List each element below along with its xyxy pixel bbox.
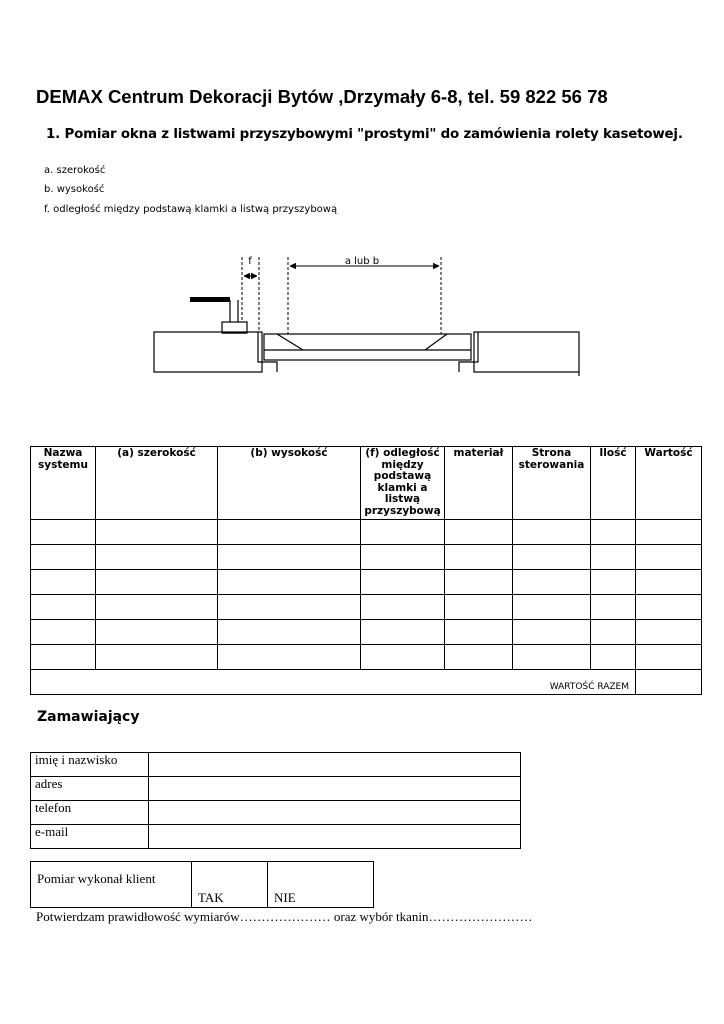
table-cell[interactable]: [218, 545, 361, 570]
table-cell[interactable]: [218, 595, 361, 620]
table-cell[interactable]: [31, 620, 96, 645]
measurement-label: Pomiar wykonał klient: [31, 862, 192, 908]
col-system-name: Nazwa systemu: [31, 447, 96, 520]
frame-left: [154, 332, 262, 372]
client-heading: Zamawiający: [37, 709, 140, 725]
table-header-row: [31, 447, 702, 520]
field-label-address: adres: [31, 777, 149, 801]
table-cell[interactable]: [96, 545, 218, 570]
col-handle-distance: (f) odległość między podstawą klamki a listwą przyszybową: [361, 447, 445, 520]
table-cell[interactable]: [96, 620, 218, 645]
order-table: [30, 446, 702, 695]
window-diagram: [0, 0, 724, 440]
client-row-address: [31, 777, 521, 801]
client-row-phone: [31, 801, 521, 825]
measurement-table: [30, 861, 374, 908]
table-cell[interactable]: [513, 620, 591, 645]
table-cell[interactable]: [513, 570, 591, 595]
table-cell[interactable]: [636, 520, 702, 545]
table-cell[interactable]: [591, 595, 636, 620]
table-cell[interactable]: [31, 570, 96, 595]
table-cell[interactable]: [445, 545, 513, 570]
measurement-yes[interactable]: TAK: [192, 862, 268, 908]
table-cell[interactable]: [445, 620, 513, 645]
section-heading: 1. Pomiar okna z listwami przyszybowymi "prostymi" do zamówienia rolety kasetowej.: [46, 127, 683, 142]
table-row: [31, 595, 702, 620]
table-row: [31, 520, 702, 545]
measurement-row: [31, 862, 374, 908]
legend-item-height: b. wysokość: [44, 184, 105, 195]
table-cell[interactable]: [361, 570, 445, 595]
label-f: f: [248, 256, 252, 267]
email-input[interactable]: [149, 825, 521, 849]
col-control-side: Strona sterowania: [513, 447, 591, 520]
table-cell[interactable]: [591, 620, 636, 645]
measurement-no[interactable]: NIE: [268, 862, 374, 908]
client-table: [30, 752, 521, 849]
legend-item-width: a. szerokość: [44, 165, 106, 176]
table-row: [31, 645, 702, 670]
table-cell[interactable]: [361, 545, 445, 570]
table-cell[interactable]: [513, 645, 591, 670]
table-cell[interactable]: [96, 645, 218, 670]
table-row: [31, 620, 702, 645]
table-cell[interactable]: [636, 645, 702, 670]
frame-right: [474, 332, 579, 376]
table-cell[interactable]: [96, 570, 218, 595]
dimension-lines: [242, 257, 441, 334]
table-cell[interactable]: [96, 595, 218, 620]
phone-input[interactable]: [149, 801, 521, 825]
col-height: (b) wysokość: [218, 447, 361, 520]
table-cell[interactable]: [31, 645, 96, 670]
table-cell[interactable]: [445, 520, 513, 545]
confirmation-text: Potwierdzam prawidłowość wymiarów………………… oraz wybór tkanin……………………: [36, 909, 533, 924]
table-cell[interactable]: [31, 520, 96, 545]
total-row: [31, 670, 702, 695]
table-cell[interactable]: [31, 545, 96, 570]
legend-item-distance: f. odległość między podstawą klamki a listwą przyszybową: [44, 204, 338, 215]
field-label-name: imię i nazwisko: [31, 753, 149, 777]
table-cell[interactable]: [218, 620, 361, 645]
table-cell[interactable]: [445, 595, 513, 620]
table-cell[interactable]: [31, 595, 96, 620]
table-cell[interactable]: [636, 595, 702, 620]
total-value-cell[interactable]: [636, 670, 702, 695]
field-label-email: e-mail: [31, 825, 149, 849]
field-label-phone: telefon: [31, 801, 149, 825]
page-title: DEMAX Centrum Dekoracji Bytów ,Drzymały 6-8, tel. 59 822 56 78: [36, 86, 608, 107]
table-cell[interactable]: [218, 520, 361, 545]
client-row-email: [31, 825, 521, 849]
table-cell[interactable]: [591, 520, 636, 545]
table-cell[interactable]: [218, 570, 361, 595]
total-label: WARTOŚĆ RAZEM: [31, 670, 636, 695]
col-material: materiał: [445, 447, 513, 520]
table-cell[interactable]: [445, 645, 513, 670]
table-cell[interactable]: [361, 620, 445, 645]
label-a-or-b: a lub b: [344, 256, 380, 267]
table-row: [31, 545, 702, 570]
table-cell[interactable]: [591, 545, 636, 570]
col-width: (a) szerokość: [96, 447, 218, 520]
table-cell[interactable]: [361, 595, 445, 620]
table-cell[interactable]: [513, 520, 591, 545]
col-value: Wartość: [636, 447, 702, 520]
table-cell[interactable]: [218, 645, 361, 670]
table-cell[interactable]: [636, 570, 702, 595]
table-cell[interactable]: [96, 520, 218, 545]
col-quantity: Ilość: [591, 447, 636, 520]
table-cell[interactable]: [591, 570, 636, 595]
table-cell[interactable]: [361, 520, 445, 545]
table-cell[interactable]: [636, 620, 702, 645]
table-cell[interactable]: [636, 545, 702, 570]
table-cell[interactable]: [513, 595, 591, 620]
sash: [258, 332, 478, 372]
table-cell[interactable]: [445, 570, 513, 595]
name-input[interactable]: [149, 753, 521, 777]
address-input[interactable]: [149, 777, 521, 801]
window-handle: [190, 297, 247, 333]
table-cell[interactable]: [591, 645, 636, 670]
table-cell[interactable]: [513, 545, 591, 570]
table-cell[interactable]: [361, 645, 445, 670]
table-row: [31, 570, 702, 595]
client-row-name: [31, 753, 521, 777]
